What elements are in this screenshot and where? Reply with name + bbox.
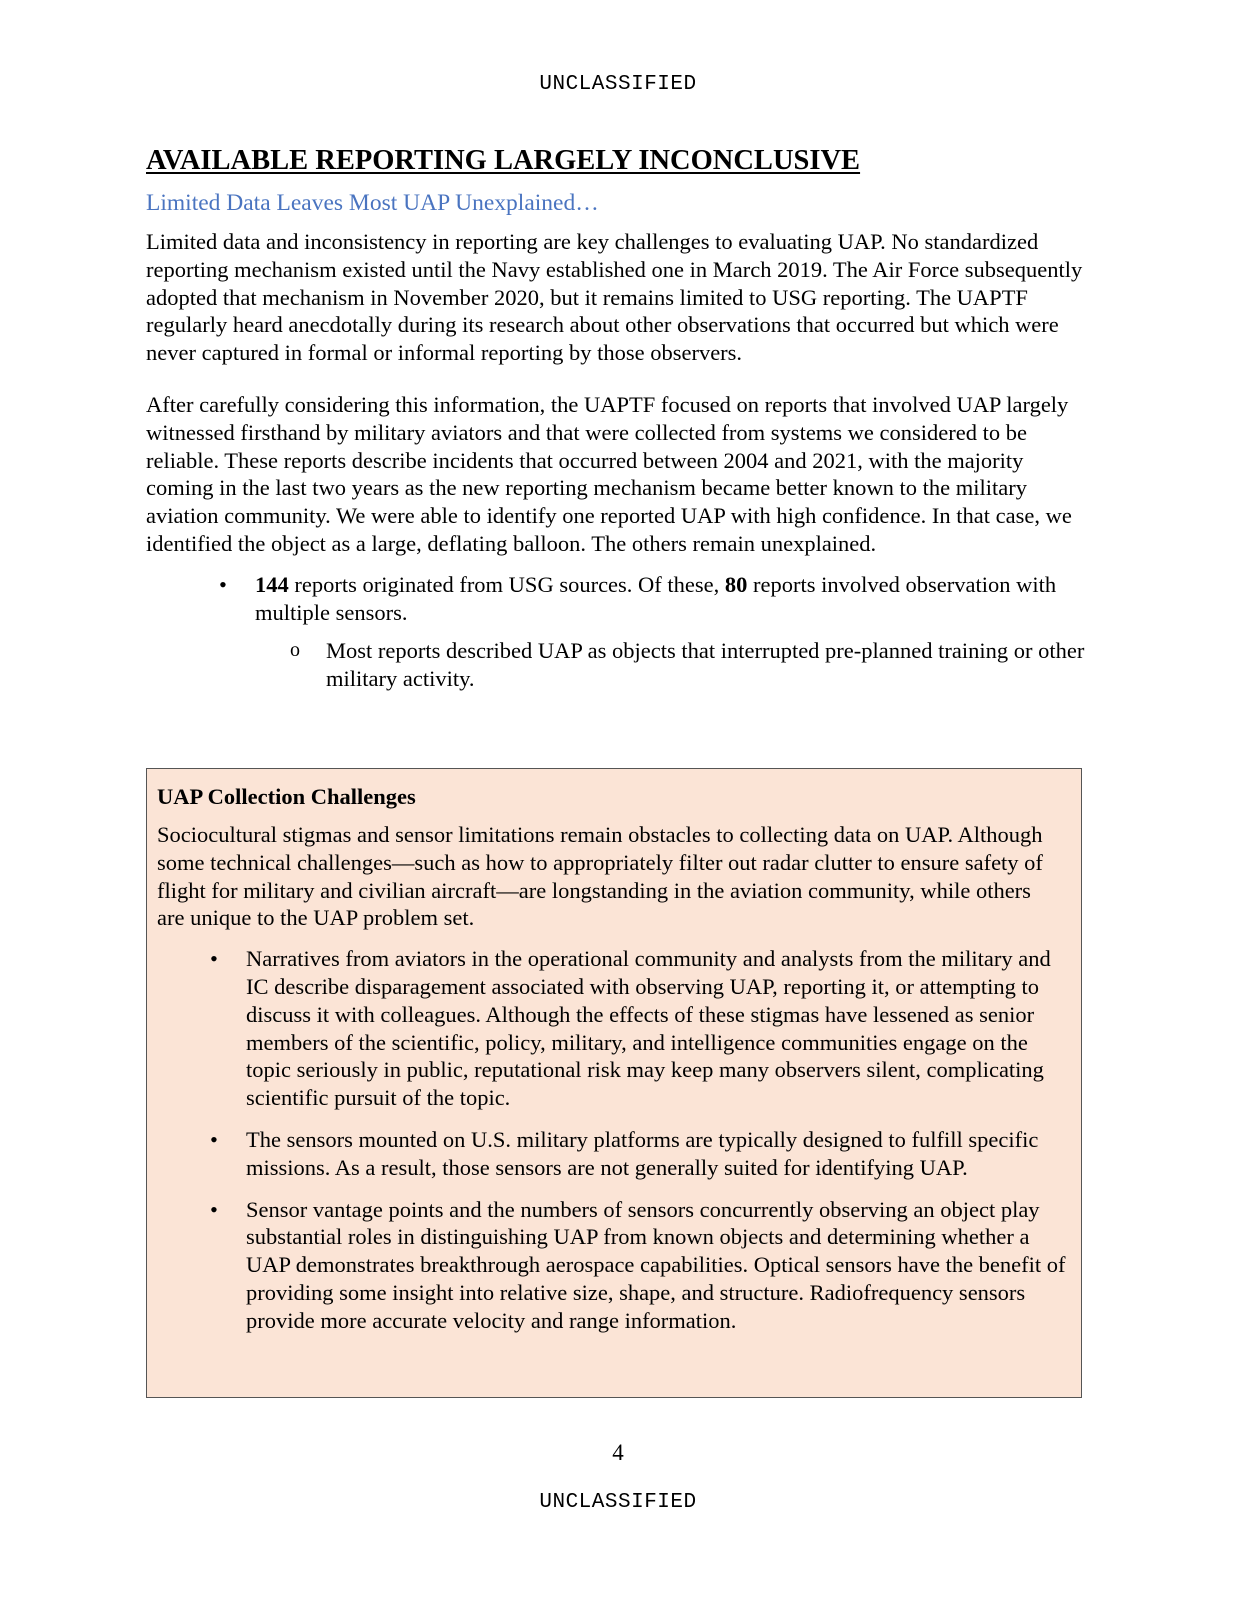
list-item <box>210 945 1066 1112</box>
section-subtitle: Limited Data Leaves Most UAP Unexplained… <box>146 190 599 216</box>
box-paragraph: Sociocultural stigmas and sensor limitations remain obstacles to collecting data on UAP. Although some technical challenges—such as how to appropriately filter out radar clutter to ensure safety of flight for military and civilian aircraft—are longstanding in the aviation community, while others are unique to the UAP problem set. <box>157 822 1043 931</box>
findings-list <box>146 571 1091 693</box>
collection-challenges-box <box>146 768 1082 1398</box>
list-item-text: Sensor vantage points and the numbers of sensors concurrently observing an object play substantial roles in distinguishing UAP from known objects and determining whether a UAP demonstrates breakthrough aerospace capabilities. Optical sensors have the benefit of providing some insight into relative size, shape, and structure. Radiofrequency sensors provide more accurate velocity and range information. <box>246 1196 1066 1333</box>
list-item-text: Narratives from aviators in the operational community and analysts from the military and IC describe disparagement associated with observing UAP, reporting it, or attempting to discuss it with colleagues. Although the effects of these stigmas have lessened as senior members of the scientific, policy, military, and intelligence communities engage on the topic seriously in public, reputational risk may keep many observers silent, complicating scientific pursuit of the topic. <box>246 946 1051 1111</box>
list-item-text: reports involved observation with multiple sensors. <box>255 571 1057 625</box>
list-item-text: reports originated from USG sources. Of these, <box>288 571 725 597</box>
bullet-marker: • <box>219 571 227 597</box>
bullet-marker: • <box>210 946 218 972</box>
list-item <box>210 1196 1066 1335</box>
box-bullet-list <box>157 945 1081 1334</box>
sub-bullet-marker: o <box>290 639 300 662</box>
page-number: 4 <box>612 1440 624 1465</box>
list-item <box>210 1126 1066 1182</box>
bullet-marker: • <box>210 1126 218 1152</box>
multi-sensor-report-count: 80 <box>724 571 748 597</box>
classification-header: UNCLASSIFIED <box>539 73 697 96</box>
document-body <box>146 144 1091 693</box>
list-item <box>219 571 1091 627</box>
usg-report-count: 144 <box>255 571 289 597</box>
list-item-text: The sensors mounted on U.S. military platforms are typically designed to fulfill specific missions. As a result, those sensors are not generally suited for identifying UAP. <box>246 1126 1039 1180</box>
classification-footer: UNCLASSIFIED <box>539 1491 697 1514</box>
body-paragraph: After carefully considering this information, the UAPTF focused on reports that involved UAP largely witnessed firsthand by military aviators and that were collected from systems we considered to be reliable. These reports describe incidents that occurred between 2004 and 2021, with the majority coming in the last two years as the new reporting mechanism became better known to the military aviation community. We were able to identify one reported UAP with high confidence. In that case, we identified the object as a large, deflating balloon. The others remain unexplained. <box>146 391 1072 556</box>
sub-list-item-text: Most reports described UAP as objects that interrupted pre-planned training or other military activity. <box>326 638 1085 692</box>
section-title: AVAILABLE REPORTING LARGELY INCONCLUSIVE <box>146 145 861 176</box>
box-title: UAP Collection Challenges <box>157 784 416 809</box>
body-paragraph: Limited data and inconsistency in reporting are key challenges to evaluating UAP. No standardized reporting mechanism existed until the Navy established one in March 2019. The Air Force subsequently adopted that mechanism in November 2020, but it remains limited to USG reporting. The UAPTF regularly heard anecdotally during its research about other observations that occurred but which were never captured in formal or informal reporting by those observers. <box>146 229 1083 366</box>
sub-list-item <box>290 637 1091 693</box>
bullet-marker: • <box>210 1196 218 1222</box>
